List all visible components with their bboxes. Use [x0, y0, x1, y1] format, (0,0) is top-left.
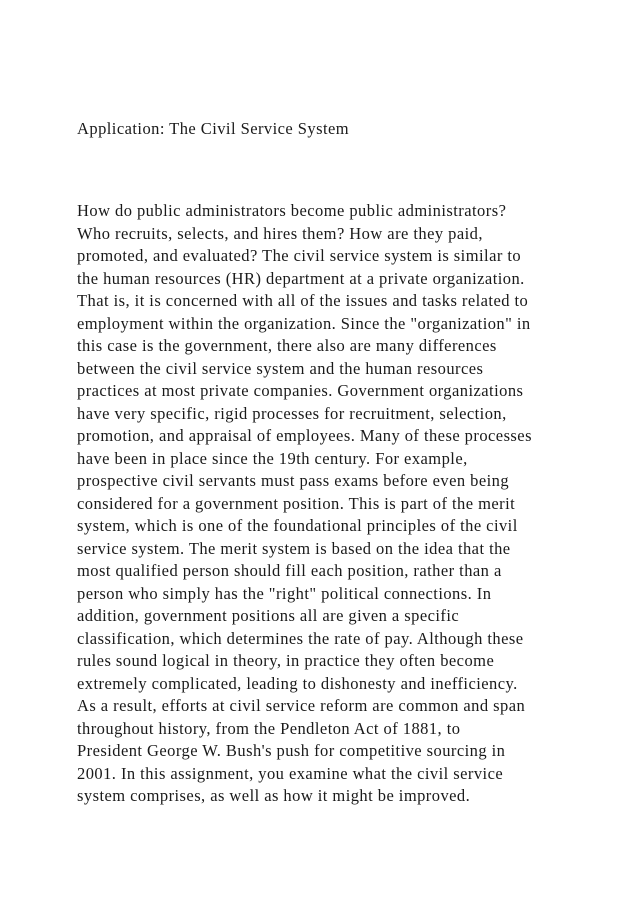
body-line: employment within the organization. Since the "organization" in: [77, 313, 531, 333]
body-line: have been in place since the 19th century. For example,: [77, 448, 468, 468]
body-line: considered for a government position. This is part of the merit: [77, 493, 516, 513]
body-line: promotion, and appraisal of employees. Many of these processes: [77, 426, 532, 445]
body-line: system comprises, as well as how it might be improved.: [77, 786, 471, 805]
body-line: the human resources (HR) department at a private organization.: [77, 268, 525, 288]
body-line: person who simply has the "right" political connections. In: [77, 583, 492, 603]
body-paragraph: [77, 200, 577, 808]
body-line: As a result, efforts at civil service reform are common and span: [77, 696, 526, 715]
body-line: That is, it is concerned with all of the issues and tasks related to: [77, 291, 529, 310]
body-line: rules sound logical in theory, in practice they often become: [77, 651, 495, 670]
body-line: most qualified person should fill each position, rather than a: [77, 561, 502, 580]
body-line: practices at most private companies. Government organizations: [77, 381, 524, 400]
document-title: Application: The Civil Service System: [77, 119, 350, 138]
body-line: classification, which determines the rate of pay. Although these: [77, 628, 524, 648]
body-line: between the civil service system and the human resources: [77, 358, 484, 378]
body-line: 2001. In this assignment, you examine what the civil service: [77, 763, 504, 783]
body-line: throughout history, from the Pendleton Act of 1881, to: [77, 718, 461, 738]
body-line: service system. The merit system is based on the idea that the: [77, 538, 511, 558]
body-line: system, which is one of the foundational principles of the civil: [77, 516, 518, 535]
body-line: How do public administrators become public administrators?: [77, 201, 507, 220]
body-line: Who recruits, selects, and hires them? How are they paid,: [77, 223, 483, 243]
body-line: addition, government positions all are given a specific: [77, 606, 460, 625]
body-line: promoted, and evaluated? The civil service system is similar to: [77, 246, 522, 265]
body-line: extremely complicated, leading to dishonesty and inefficiency.: [77, 673, 518, 693]
body-line: this case is the government, there also are many differences: [77, 336, 497, 355]
body-line: have very specific, rigid processes for recruitment, selection,: [77, 403, 507, 423]
body-line: prospective civil servants must pass exams before even being: [77, 471, 510, 490]
body-line: President George W. Bush's push for competitive sourcing in: [77, 741, 506, 760]
